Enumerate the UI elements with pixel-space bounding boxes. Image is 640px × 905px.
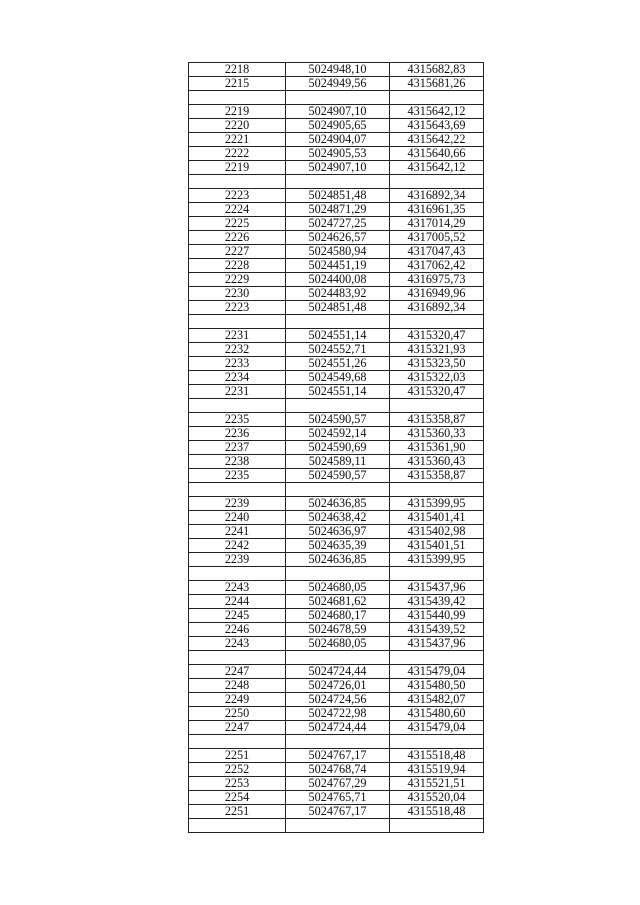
table-row <box>189 370 483 384</box>
x-coordinate-cell: 5024724,44 <box>286 721 390 734</box>
point-number-cell: 2233 <box>189 357 286 370</box>
y-coordinate-cell: 4315321,93 <box>407 343 466 356</box>
point-number-cell: 2220 <box>189 119 286 132</box>
point-number-cell <box>189 819 286 832</box>
x-coordinate-cell: 5024580,94 <box>286 245 390 258</box>
y-coordinate-cell: 4315643,69 <box>407 119 466 132</box>
y-coordinate-cell: 4315440,99 <box>407 609 466 622</box>
x-coordinate-cell: 5024907,10 <box>286 161 390 174</box>
y-coordinate-cell: 4315681,26 <box>407 77 466 90</box>
point-number-cell: 2235 <box>189 413 286 426</box>
y-coordinate-cell: 4315521,51 <box>407 777 466 790</box>
point-number-cell <box>189 483 286 496</box>
point-number-cell <box>189 91 286 104</box>
y-coordinate-cell: 4315402,98 <box>407 525 466 538</box>
x-coordinate-cell <box>286 175 390 188</box>
point-number-cell: 2231 <box>189 329 286 342</box>
x-coordinate-cell: 5024768,74 <box>286 763 390 776</box>
y-coordinate-cell: 4315439,42 <box>407 595 466 608</box>
point-number-cell: 2234 <box>189 371 286 384</box>
point-number-cell: 2251 <box>189 805 286 818</box>
x-coordinate-cell <box>286 735 390 748</box>
x-coordinate-cell: 5024626,57 <box>286 231 390 244</box>
y-coordinate-cell: 4316892,34 <box>407 301 466 314</box>
point-number-cell: 2230 <box>189 287 286 300</box>
x-coordinate-cell: 5024549,68 <box>286 371 390 384</box>
y-coordinate-cell: 4316975,73 <box>407 273 466 286</box>
point-number-cell: 2223 <box>189 189 286 202</box>
y-coordinate-cell <box>390 735 483 748</box>
point-number-cell: 2253 <box>189 777 286 790</box>
y-coordinate-cell: 4315642,22 <box>407 133 466 146</box>
x-coordinate-cell: 5024636,97 <box>286 525 390 538</box>
table-row <box>189 706 483 720</box>
table-row <box>189 678 483 692</box>
table-row <box>189 258 483 272</box>
y-coordinate-cell: 4315479,04 <box>407 665 466 678</box>
table-row <box>189 468 483 482</box>
point-number-cell: 2239 <box>189 553 286 566</box>
x-coordinate-cell <box>286 651 390 664</box>
table-row <box>189 426 483 440</box>
point-number-cell <box>189 735 286 748</box>
y-coordinate-cell: 4315322,03 <box>407 371 466 384</box>
y-coordinate-cell: 4315482,07 <box>407 693 466 706</box>
x-coordinate-cell: 5024590,69 <box>286 441 390 454</box>
table-separator-row <box>189 734 483 748</box>
y-coordinate-cell: 4317005,52 <box>407 231 466 244</box>
y-coordinate-cell <box>390 91 483 104</box>
x-coordinate-cell: 5024678,59 <box>286 623 390 636</box>
table-row <box>189 104 483 118</box>
point-number-cell: 2250 <box>189 707 286 720</box>
x-coordinate-cell: 5024638,42 <box>286 511 390 524</box>
table-row <box>189 524 483 538</box>
x-coordinate-cell: 5024948,10 <box>286 63 390 76</box>
point-number-cell: 2227 <box>189 245 286 258</box>
x-coordinate-cell: 5024726,01 <box>286 679 390 692</box>
y-coordinate-cell: 4315518,48 <box>407 749 466 762</box>
point-number-cell: 2241 <box>189 525 286 538</box>
x-coordinate-cell: 5024681,62 <box>286 595 390 608</box>
y-coordinate-cell: 4315437,96 <box>407 581 466 594</box>
table-row <box>189 384 483 398</box>
y-coordinate-cell: 4316961,35 <box>407 203 466 216</box>
point-number-cell: 2225 <box>189 217 286 230</box>
y-coordinate-cell: 4315320,47 <box>407 329 466 342</box>
table-row <box>189 580 483 594</box>
point-number-cell: 2249 <box>189 693 286 706</box>
y-coordinate-cell <box>390 567 483 580</box>
y-coordinate-cell: 4315320,47 <box>407 385 466 398</box>
point-number-cell <box>189 651 286 664</box>
y-coordinate-cell: 4315399,95 <box>407 553 466 566</box>
table-row <box>189 454 483 468</box>
x-coordinate-cell: 5024724,44 <box>286 665 390 678</box>
y-coordinate-cell: 4317062,42 <box>407 259 466 272</box>
y-coordinate-cell: 4317014,29 <box>407 217 466 230</box>
point-number-cell: 2228 <box>189 259 286 272</box>
point-number-cell: 2247 <box>189 665 286 678</box>
point-number-cell: 2235 <box>189 469 286 482</box>
point-number-cell: 2251 <box>189 749 286 762</box>
table-row <box>189 132 483 146</box>
table-row <box>189 440 483 454</box>
point-number-cell <box>189 399 286 412</box>
table-row <box>189 804 483 818</box>
y-coordinate-cell <box>390 399 483 412</box>
table-row <box>189 118 483 132</box>
y-coordinate-cell: 4315358,87 <box>407 413 466 426</box>
x-coordinate-cell: 5024907,10 <box>286 105 390 118</box>
y-coordinate-cell: 4315479,04 <box>407 721 466 734</box>
x-coordinate-cell: 5024551,26 <box>286 357 390 370</box>
point-number-cell: 2224 <box>189 203 286 216</box>
table-row <box>189 496 483 510</box>
point-number-cell: 2215 <box>189 77 286 90</box>
point-number-cell: 2236 <box>189 427 286 440</box>
table-row <box>189 300 483 314</box>
table-row <box>189 622 483 636</box>
table-row <box>189 594 483 608</box>
table-row <box>189 342 483 356</box>
table-row <box>189 538 483 552</box>
table-separator-row <box>189 566 483 580</box>
point-number-cell <box>189 567 286 580</box>
coordinates-table <box>188 62 484 833</box>
y-coordinate-cell <box>390 175 483 188</box>
x-coordinate-cell: 5024904,07 <box>286 133 390 146</box>
point-number-cell: 2244 <box>189 595 286 608</box>
x-coordinate-cell: 5024636,85 <box>286 497 390 510</box>
x-coordinate-cell: 5024589,11 <box>286 455 390 468</box>
y-coordinate-cell <box>390 651 483 664</box>
point-number-cell: 2222 <box>189 147 286 160</box>
x-coordinate-cell: 5024680,17 <box>286 609 390 622</box>
table-row <box>189 552 483 566</box>
table-row <box>189 720 483 734</box>
x-coordinate-cell: 5024765,71 <box>286 791 390 804</box>
table-row <box>189 510 483 524</box>
x-coordinate-cell: 5024724,56 <box>286 693 390 706</box>
x-coordinate-cell: 5024722,98 <box>286 707 390 720</box>
x-coordinate-cell: 5024551,14 <box>286 385 390 398</box>
y-coordinate-cell: 4316892,34 <box>407 189 466 202</box>
table-row <box>189 636 483 650</box>
x-coordinate-cell <box>286 819 390 832</box>
x-coordinate-cell: 5024905,65 <box>286 119 390 132</box>
x-coordinate-cell <box>286 91 390 104</box>
point-number-cell: 2239 <box>189 497 286 510</box>
point-number-cell: 2231 <box>189 385 286 398</box>
x-coordinate-cell: 5024551,14 <box>286 329 390 342</box>
y-coordinate-cell: 4315439,52 <box>407 623 466 636</box>
x-coordinate-cell: 5024680,05 <box>286 637 390 650</box>
table-row <box>189 188 483 202</box>
point-number-cell: 2219 <box>189 105 286 118</box>
x-coordinate-cell: 5024590,57 <box>286 413 390 426</box>
point-number-cell: 2242 <box>189 539 286 552</box>
x-coordinate-cell: 5024871,29 <box>286 203 390 216</box>
table-row <box>189 160 483 174</box>
point-number-cell: 2243 <box>189 581 286 594</box>
point-number-cell <box>189 175 286 188</box>
x-coordinate-cell: 5024905,53 <box>286 147 390 160</box>
table-separator-row <box>189 818 483 832</box>
table-row <box>189 286 483 300</box>
point-number-cell: 2238 <box>189 455 286 468</box>
x-coordinate-cell: 5024636,85 <box>286 553 390 566</box>
y-coordinate-cell: 4315399,95 <box>407 497 466 510</box>
point-number-cell: 2240 <box>189 511 286 524</box>
y-coordinate-cell: 4315401,41 <box>407 511 466 524</box>
table-row <box>189 790 483 804</box>
x-coordinate-cell: 5024767,17 <box>286 805 390 818</box>
table-row <box>189 76 483 90</box>
y-coordinate-cell: 4316949,96 <box>407 287 466 300</box>
point-number-cell: 2221 <box>189 133 286 146</box>
table-row <box>189 328 483 342</box>
table-separator-row <box>189 90 483 104</box>
y-coordinate-cell: 4315361,90 <box>407 441 466 454</box>
point-number-cell: 2243 <box>189 637 286 650</box>
y-coordinate-cell: 4317047,43 <box>407 245 466 258</box>
y-coordinate-cell: 4315360,33 <box>407 427 466 440</box>
x-coordinate-cell: 5024949,56 <box>286 77 390 90</box>
x-coordinate-cell: 5024590,57 <box>286 469 390 482</box>
point-number-cell: 2237 <box>189 441 286 454</box>
table-row <box>189 608 483 622</box>
table-row <box>189 202 483 216</box>
x-coordinate-cell: 5024851,48 <box>286 301 390 314</box>
y-coordinate-cell: 4315640,66 <box>407 147 466 160</box>
y-coordinate-cell <box>390 819 483 832</box>
x-coordinate-cell: 5024592,14 <box>286 427 390 440</box>
y-coordinate-cell: 4315642,12 <box>407 161 466 174</box>
point-number-cell: 2232 <box>189 343 286 356</box>
table-row <box>189 412 483 426</box>
point-number-cell: 2247 <box>189 721 286 734</box>
x-coordinate-cell <box>286 315 390 328</box>
table-row <box>189 664 483 678</box>
table-separator-row <box>189 482 483 496</box>
table-row <box>189 146 483 160</box>
x-coordinate-cell: 5024451,19 <box>286 259 390 272</box>
y-coordinate-cell: 4315518,48 <box>407 805 466 818</box>
y-coordinate-cell: 4315520,04 <box>407 791 466 804</box>
y-coordinate-cell <box>390 483 483 496</box>
x-coordinate-cell: 5024680,05 <box>286 581 390 594</box>
x-coordinate-cell: 5024851,48 <box>286 189 390 202</box>
y-coordinate-cell: 4315642,12 <box>407 105 466 118</box>
point-number-cell: 2254 <box>189 791 286 804</box>
table-separator-row <box>189 314 483 328</box>
x-coordinate-cell <box>286 567 390 580</box>
point-number-cell: 2229 <box>189 273 286 286</box>
point-number-cell <box>189 315 286 328</box>
x-coordinate-cell: 5024483,92 <box>286 287 390 300</box>
y-coordinate-cell: 4315437,96 <box>407 637 466 650</box>
table-row <box>189 356 483 370</box>
y-coordinate-cell <box>390 315 483 328</box>
y-coordinate-cell: 4315401,51 <box>407 539 466 552</box>
point-number-cell: 2248 <box>189 679 286 692</box>
y-coordinate-cell: 4315358,87 <box>407 469 466 482</box>
table-row <box>189 748 483 762</box>
point-number-cell: 2218 <box>189 63 286 76</box>
table-row <box>189 272 483 286</box>
x-coordinate-cell: 5024767,17 <box>286 749 390 762</box>
y-coordinate-cell: 4315519,94 <box>407 763 466 776</box>
x-coordinate-cell: 5024635,39 <box>286 539 390 552</box>
x-coordinate-cell: 5024400,08 <box>286 273 390 286</box>
x-coordinate-cell <box>286 399 390 412</box>
table-separator-row <box>189 174 483 188</box>
point-number-cell: 2226 <box>189 231 286 244</box>
table-separator-row <box>189 650 483 664</box>
table-row <box>189 776 483 790</box>
table-row <box>189 62 483 76</box>
point-number-cell: 2223 <box>189 301 286 314</box>
table-row <box>189 216 483 230</box>
table-row <box>189 230 483 244</box>
y-coordinate-cell: 4315480,50 <box>407 679 466 692</box>
table-row <box>189 244 483 258</box>
y-coordinate-cell: 4315323,50 <box>407 357 466 370</box>
point-number-cell: 2252 <box>189 763 286 776</box>
table-row <box>189 692 483 706</box>
table-row <box>189 762 483 776</box>
x-coordinate-cell <box>286 483 390 496</box>
y-coordinate-cell: 4315480,60 <box>407 707 466 720</box>
point-number-cell: 2246 <box>189 623 286 636</box>
y-coordinate-cell: 4315360,43 <box>407 455 466 468</box>
point-number-cell: 2219 <box>189 161 286 174</box>
x-coordinate-cell: 5024552,71 <box>286 343 390 356</box>
table-separator-row <box>189 398 483 412</box>
x-coordinate-cell: 5024727,25 <box>286 217 390 230</box>
y-coordinate-cell: 4315682,83 <box>407 63 466 76</box>
x-coordinate-cell: 5024767,29 <box>286 777 390 790</box>
point-number-cell: 2245 <box>189 609 286 622</box>
